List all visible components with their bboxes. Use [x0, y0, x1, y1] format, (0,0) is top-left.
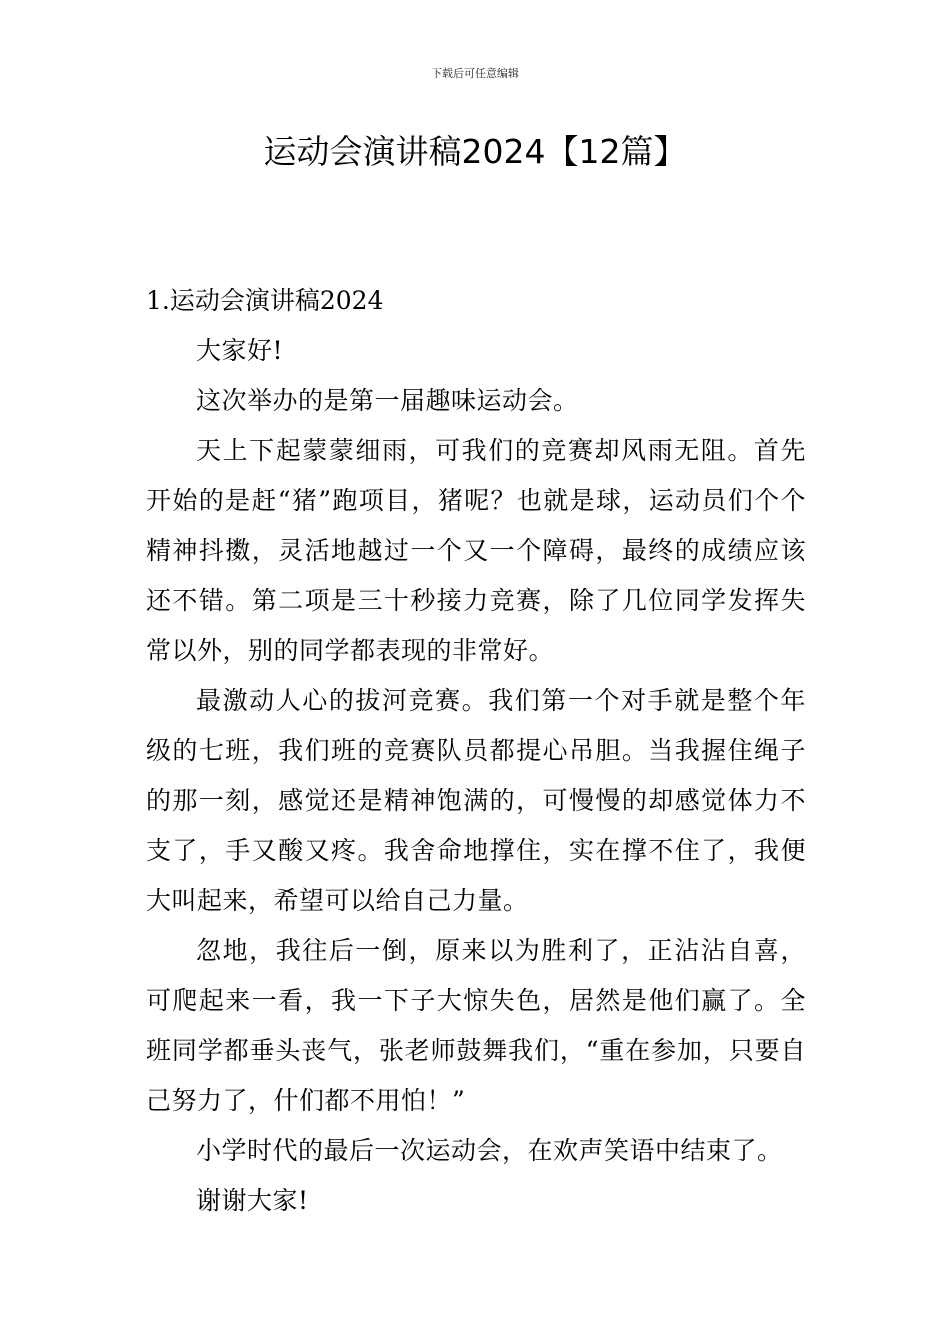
section-heading: 1.运动会演讲稿2024 [146, 286, 384, 315]
paragraph-result: 忽地，我往后一倒，原来以为胜利了，正沾沾自喜，可爬起来一看，我一下子大惊失色，居然是他们赢了。全班同学都垂头丧气，张老师鼓舞我们，“重在参加，只要自己努力了，什们都不用怕！” [146, 936, 806, 1115]
header-note: 下载后可任意编辑 [431, 67, 519, 80]
paragraph-intro: 这次举办的是第一届趣味运动会。 [196, 386, 579, 415]
paragraph-greeting: 大家好! [196, 336, 284, 365]
paragraph-thanks: 谢谢大家! [196, 1186, 309, 1215]
document-body [146, 276, 806, 1226]
document-title: 运动会演讲稿2024【12篇】 [263, 132, 687, 171]
paragraph-closing: 小学时代的最后一次运动会，在欢声笑语中结束了。 [196, 1136, 783, 1165]
paragraph-tug-of-war: 最激动人心的拔河竞赛。我们第一个对手就是整个年级的七班，我们班的竞赛队员都提心吊胆。当我握住绳子的那一刻，感觉还是精神饱满的，可慢慢的却感觉体力不支了，手又酸又疼。我舍命地撑住，实在撑不住了，我便大叫起来，希望可以给自己力量。 [146, 686, 806, 915]
paragraph-first-events: 天上下起蒙蒙细雨，可我们的竞赛却风雨无阻。首先开始的是赶“猪”跑项目，猪呢？也就是球，运动员们个个精神抖擞，灵活地越过一个又一个障碍，最终的成绩应该还不错。第二项是三十秒接力竞赛，除了几位同学发挥失常以外，别的同学都表现的非常好。 [146, 436, 806, 665]
